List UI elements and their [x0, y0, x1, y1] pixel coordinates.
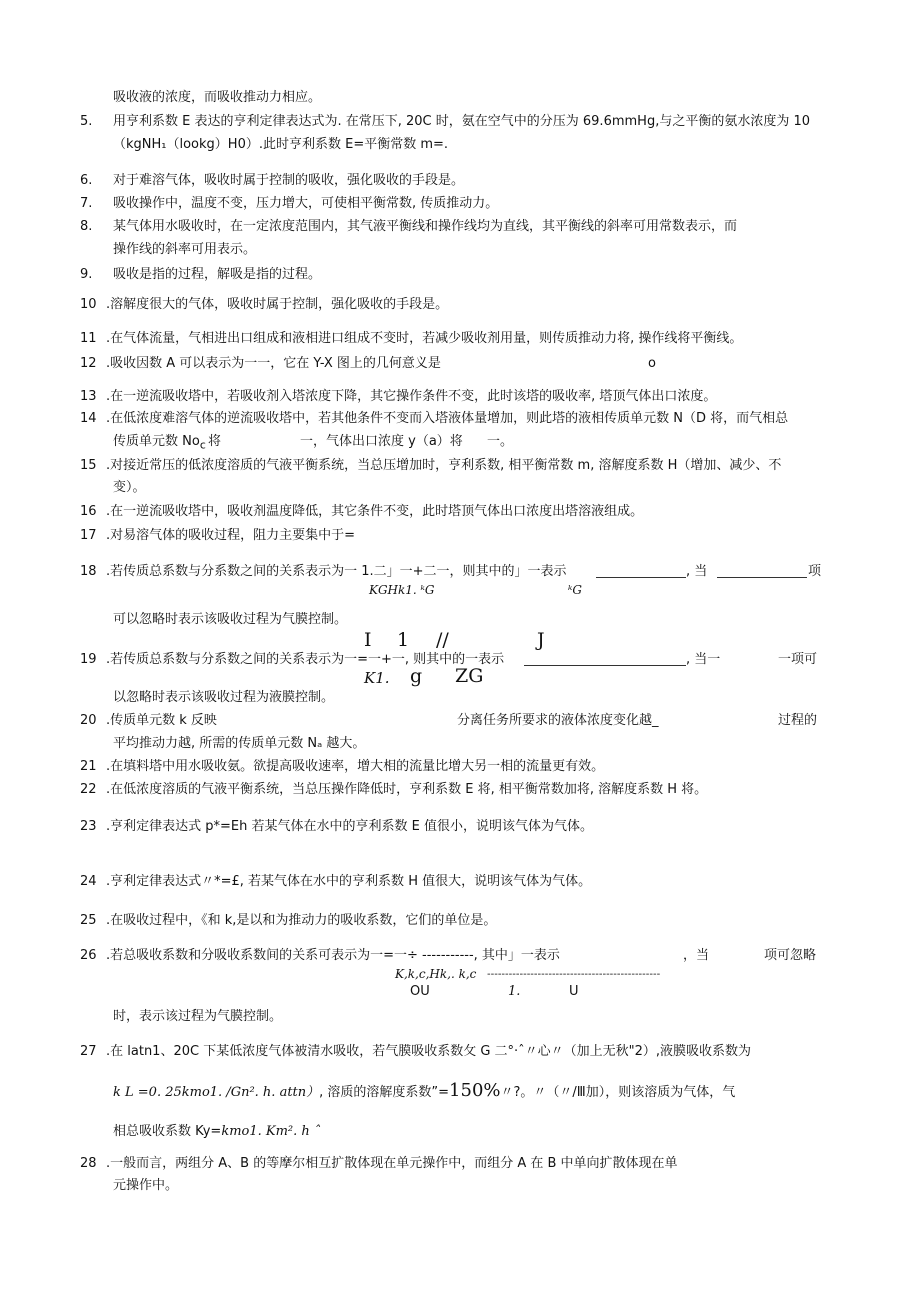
q19-blank-1[interactable] [524, 665, 686, 666]
q21-number: 21 [80, 759, 97, 774]
q19-text: .若传质总系数与分系数之间的关系表示为一=一+一, 则其中的一表示 [106, 652, 505, 667]
q24-number: 24 [80, 874, 97, 889]
q24-text: .亨利定律表达式〃*=£, 若某气体在水中的亨利系数 H 值很大，说明该气体为气体。 [106, 874, 592, 889]
q19-number: 19 [80, 652, 97, 667]
q17-text: .对易溶气体的吸收过程，阻力主要集中于= [106, 528, 356, 543]
q11-number: 11 [80, 331, 97, 346]
q19-formula-bottom-2: g [410, 665, 423, 687]
q22-number: 22 [80, 782, 97, 797]
q23-number: 23 [80, 819, 97, 834]
q18-blank-2[interactable] [717, 577, 807, 578]
q15-line-1: .对接近常压的低浓度溶质的气液平衡系统，当总压增加时，亨利系数, 相平衡常数 m, 溶解度系数 H（增加、减少、不 [106, 458, 782, 473]
q26-line-3: 时，表示该过程为气膜控制。 [113, 1009, 283, 1024]
q26-bottom-1: OU [410, 984, 430, 999]
q14-line-2a: 传质单元数 $No_c$ [113, 434, 206, 452]
q20-line-2: 平均推动力越, 所需的传质单元数 Nₐ 越大。 [113, 736, 366, 751]
q12-text: .吸收因数 A 可以表示为一一，它在 Y-X 图上的几何意义是 [106, 356, 441, 371]
q27-line-1: .在 latn1、20C 下某低浓度气体被清水吸收，若气膜吸收系数攵 G 二°·ˆ〃心〃（加上无秋"2）,液膜吸收系数为 [106, 1044, 752, 1059]
q12-number: 12 [80, 356, 97, 371]
q18-text: .若传质总系数与分系数之间的关系表示为一 1.二」一+二一，则其中的」一表示 [106, 564, 567, 579]
q9-number: 9. [80, 267, 93, 282]
q25-text: .在吸收过程中，《和 k,是以和为推动力的吸收系数，它们的单位是。 [106, 913, 497, 928]
q17-number: 17 [80, 528, 97, 543]
q26-formula-denominators: K,k,c,Hk,. k,c [395, 967, 477, 981]
q10-number: 10 [80, 297, 97, 312]
q26-when: ，当 [683, 948, 710, 963]
q18-formula-denominators: KGHk1. ᵏG [369, 583, 435, 597]
q18-number: 18 [80, 564, 97, 579]
q20-text-b: 分离任务所要求的液体浓度变化越_ [457, 713, 659, 728]
q11-text: .在气体流量，气相进出口组成和液相进口组成不变时，若减少吸收剂用量，则传质推动力将, 操作线将平衡线。 [106, 331, 743, 346]
q28-line-1: .一般而言，两组分 A、B 的等摩尔相互扩散体现在单元操作中，而组分 A 在 B 中单向扩散体现在单 [106, 1156, 678, 1171]
q8-line-2: 操作线的斜率可用表示。 [113, 242, 257, 257]
q8-number: 8. [80, 219, 93, 234]
q14-number: 14 [80, 411, 97, 426]
q26-text: .若总吸收系数和分吸收系数间的关系可表示为一=一÷ -----------, 其中」一表示 [106, 948, 560, 963]
q6-text: 对于难溶气体，吸收时属于控制的吸收，强化吸收的手段是。 [113, 173, 465, 188]
q19-formula-bottom-1: K1. [364, 669, 390, 687]
q20-number: 20 [80, 713, 97, 728]
q19-formula-top-3: // [436, 629, 449, 651]
q16-number: 16 [80, 504, 97, 519]
q22-text: .在低浓度溶质的气液平衡系统，当总压操作降低时，亨利系数 E 将, 相平衡常数加将, 溶解度系数 H 将。 [106, 782, 708, 797]
q4-continuation: 吸收液的浓度，而吸收推动力相应。 [113, 90, 322, 105]
q13-number: 13 [80, 389, 97, 404]
q14-line-1: .在低浓度难溶气体的逆流吸收塔中，若其他条件不变而入塔液体量增加，则此塔的液相传质单元数 N（D 将，而气相总 [106, 411, 789, 426]
q25-number: 25 [80, 913, 97, 928]
q19-term: 一项可 [778, 652, 818, 667]
q28-line-2: 元操作中。 [113, 1178, 179, 1193]
q14-subscript: c [199, 438, 206, 452]
q20-text-c: 过程的 [778, 713, 818, 728]
q14-line-2d: 一。 [487, 434, 514, 449]
q18-when: , 当 [686, 564, 708, 579]
q21-text: .在填料塔中用水吸收氨。欲提高吸收速率，增大相的流量比增大另一相的流量更有效。 [106, 759, 605, 774]
q19-formula-bottom-3: ZG [455, 665, 484, 687]
q18-formula-kg: ᵏG [568, 583, 582, 597]
q19-when: , 当一 [686, 652, 721, 667]
q20-text-a: .传质单元数 k 反映 [106, 713, 217, 728]
q16-text: .在一逆流吸收塔中，吸收剂温度降低，其它条件不变，此时塔顶气体出口浓度出塔溶液组成。 [106, 504, 644, 519]
q18-term: 项 [808, 564, 822, 579]
q7-number: 7. [80, 196, 93, 211]
q27-line-3: 相总吸收系数 Ky=kmo1. Km². h ˆ [113, 1124, 321, 1139]
q26-bottom-3: U [569, 984, 579, 999]
q8-line-1: 某气体用水吸收时，在一定浓度范围内，其气液平衡线和操作线均为直线，其平衡线的斜率可用常数表示，而 [113, 219, 738, 234]
q26-negligible: 项可忽略 [764, 948, 817, 963]
q19-formula-top-4: J [537, 629, 545, 651]
q10-text: .溶解度很大的气体，吸收时属于控制，强化吸收的手段是。 [106, 297, 449, 312]
q5-number: 5. [80, 114, 93, 129]
q5-line-1: 用亨利系数 E 表达的亨利定律表达式为. 在常压下, 20C 时，氨在空气中的分压为 69.6mmHg,与之平衡的氨水浓度为 10 [113, 114, 810, 129]
q26-bottom-2: 1. [508, 984, 521, 999]
q19-formula-top-2: 1 [397, 629, 410, 651]
q5-line-2: （kgNH₁（lookg）H0）.此时亨利系数 E=平衡常数 m=. [113, 137, 449, 152]
q9-text: 吸收是指的过程，解吸是指的过程。 [113, 267, 322, 282]
q23-text: .亨利定律表达式 p*=Eh 若某气体在水中的亨利系数 E 值很小，说明该气体为气体。 [106, 819, 593, 834]
q6-number: 6. [80, 173, 93, 188]
q7-text: 吸收操作中，温度不变，压力增大，可使相平衡常数, 传质推动力。 [113, 196, 499, 211]
q26-dash-rule: ------------------------------------------------ [487, 969, 661, 980]
q14-line-2c: 一，气体出口浓度 y（a）将 [300, 434, 463, 449]
q27-line-2: k L =0. 25kmo1. /Gn². h. attn）, 溶质的溶解度系数”=150%〃?。〃（〃/Ⅲ加），则该溶质为气体，气 [113, 1080, 736, 1101]
q28-number: 28 [80, 1156, 97, 1171]
q18-blank-1[interactable] [596, 577, 686, 578]
q19-line-2: 以忽略时表示该吸收过程为液膜控制。 [113, 690, 335, 705]
q19-formula-top-1: I [364, 629, 372, 651]
q13-text: .在一逆流吸收塔中，若吸收剂入塔浓度下降，其它操作条件不变，此时该塔的吸收率, 塔顶气体出口浓度。 [106, 389, 717, 404]
q27-number: 27 [80, 1044, 97, 1059]
q26-number: 26 [80, 948, 97, 963]
q15-number: 15 [80, 458, 97, 473]
q18-line-2: 可以忽略时表示该吸收过程为气膜控制。 [113, 612, 348, 627]
q12-end-mark: o [648, 356, 656, 371]
q14-line-2b: 将 [208, 434, 222, 449]
q15-line-2: 变）。 [113, 480, 146, 495]
